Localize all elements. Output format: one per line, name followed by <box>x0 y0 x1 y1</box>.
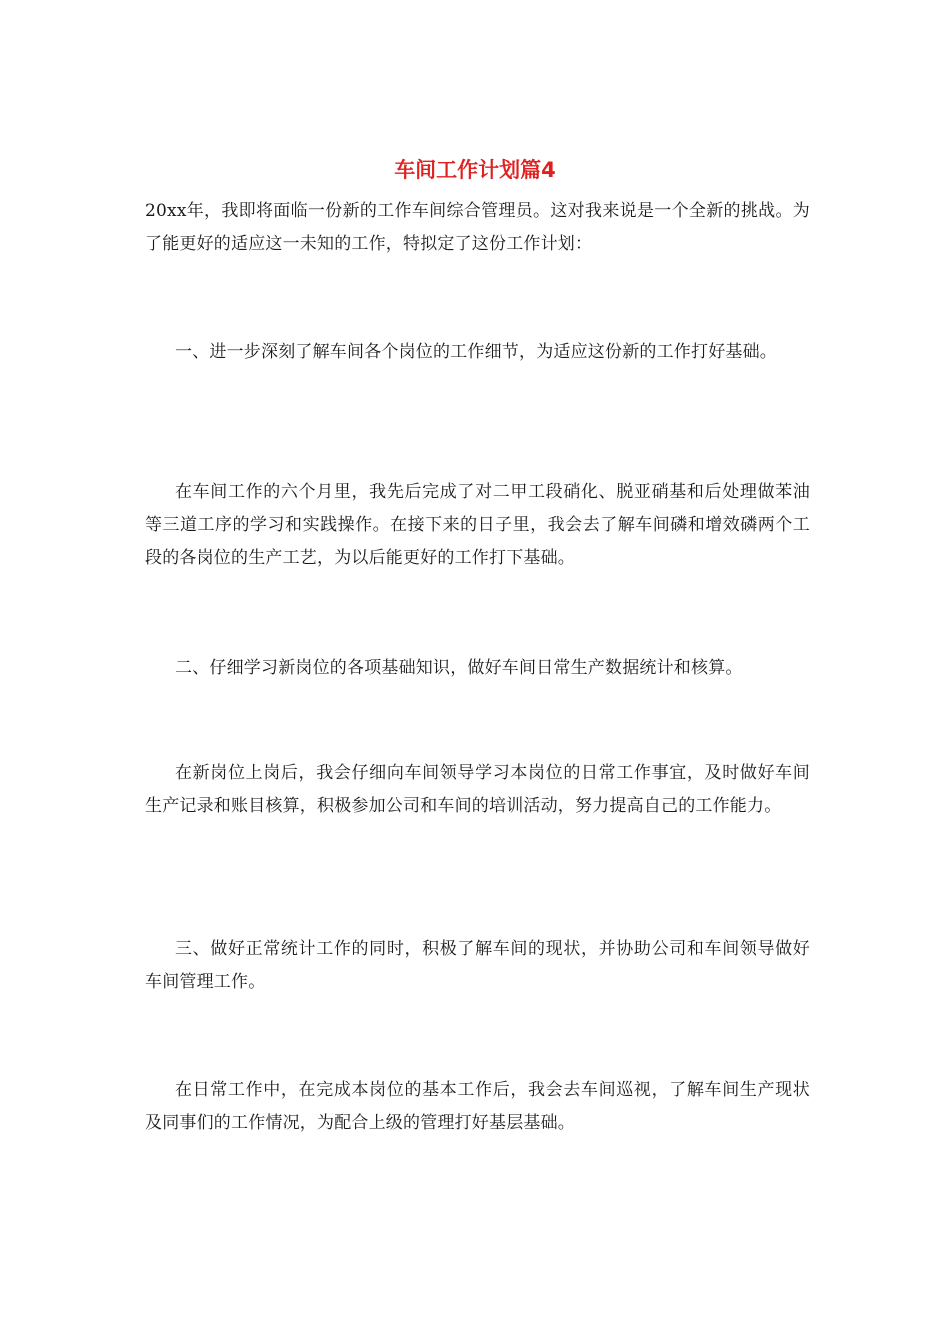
paragraph-section-3-body: 在日常工作中，在完成本岗位的基本工作后，我会去车间巡视，了解车间生产现状及同事们的工作情况，为配合上级的管理打好基层基础。 <box>145 1080 810 1133</box>
paragraph-intro: 20xx年，我即将面临一份新的工作车间综合管理员。这对我来说是一个全新的挑战。为了能更好的适应这一未知的工作，特拟定了这份工作计划： <box>145 201 810 254</box>
paragraph-section-2-heading: 二、仔细学习新岗位的各项基础知识，做好车间日常生产数据统计和核算。 <box>175 658 743 678</box>
paragraph-section-2-body: 在新岗位上岗后，我会仔细向车间领导学习本岗位的日常工作事宜，及时做好车间生产记录和账目核算，积极参加公司和车间的培训活动，努力提高自己的工作能力。 <box>145 763 810 816</box>
paragraph-section-1-body: 在车间工作的六个月里，我先后完成了对二甲工段硝化、脱亚硝基和后处理做苯油等三道工序的学习和实践操作。在接下来的日子里，我会去了解车间磷和增效磷两个工段的各岗位的生产工艺，为以后能更好的工作打下基础。 <box>145 482 810 568</box>
document-title: 车间工作计划篇4 <box>394 158 556 182</box>
paragraph-section-3-heading: 三、做好正常统计工作的同时，积极了解车间的现状，并协助公司和车间领导做好车间管理工作。 <box>145 939 810 992</box>
paragraph-section-1-heading: 一、进一步深刻了解车间各个岗位的工作细节，为适应这份新的工作打好基础。 <box>175 342 777 362</box>
